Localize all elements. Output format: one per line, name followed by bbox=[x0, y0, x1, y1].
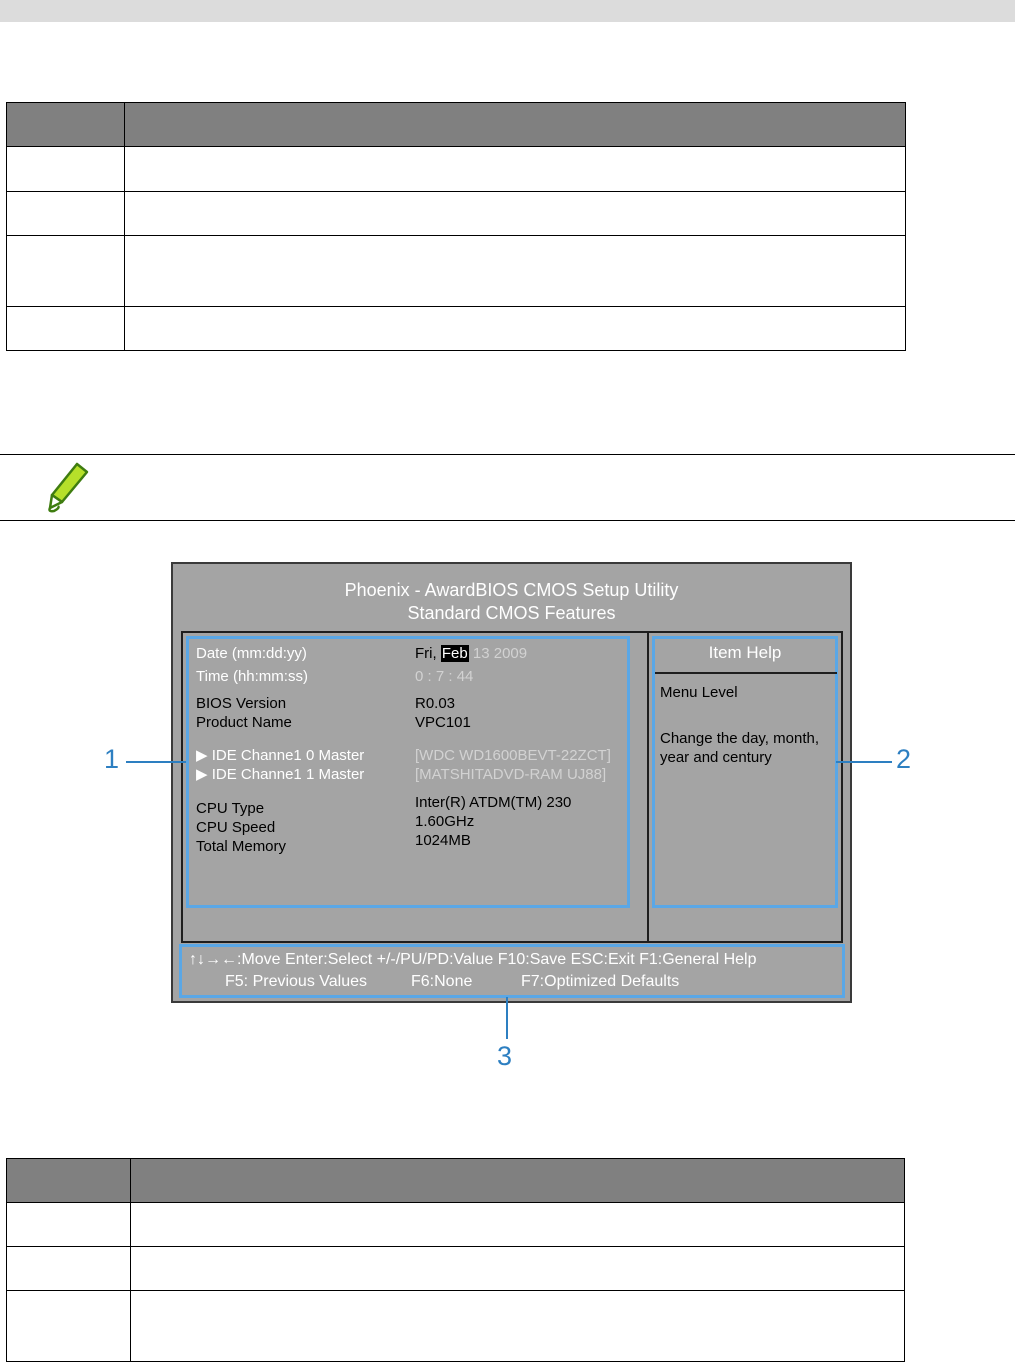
cpu-speed-value: 1.60GHz bbox=[415, 813, 475, 830]
bios-main-frame bbox=[181, 631, 843, 943]
bottom-table bbox=[6, 1158, 905, 1362]
ide-channel1-item[interactable] bbox=[196, 766, 364, 784]
table-row bbox=[7, 147, 906, 192]
bios-divider bbox=[647, 633, 649, 941]
footer-f6-key: F6:None bbox=[411, 973, 473, 990]
product-name-value: VPC101 bbox=[415, 714, 471, 731]
callout-2-number: 2 bbox=[896, 744, 912, 774]
time-value[interactable]: 0 : 7 : 44 bbox=[415, 668, 474, 685]
cpu-type-label: CPU Type bbox=[196, 800, 265, 817]
bios-version-label: BIOS Version bbox=[196, 695, 287, 712]
total-memory-label: Total Memory bbox=[196, 838, 287, 855]
cpu-type-value: Inter(R) ATDM(TM) 230 bbox=[415, 794, 572, 811]
note-bottom-rule bbox=[0, 520, 1015, 521]
ide-channel0-item[interactable] bbox=[196, 747, 364, 765]
bios-title-section: Standard CMOS Features bbox=[407, 603, 616, 623]
ide-channel1-value: [MATSHITADVD-RAM UJ88] bbox=[415, 766, 607, 783]
table-row bbox=[7, 236, 906, 307]
footer-f7-key: F7:Optimized Defaults bbox=[521, 973, 680, 990]
cpu-speed-label: CPU Speed bbox=[196, 819, 276, 836]
callout-2-leader bbox=[836, 761, 892, 763]
help-text-line2: year and century bbox=[660, 749, 772, 766]
table-row bbox=[7, 1247, 905, 1291]
callout-1-leader bbox=[126, 761, 186, 763]
ide-channel1-label: IDE Channe1 1 Master bbox=[211, 766, 365, 783]
table-row bbox=[7, 1203, 905, 1247]
submenu-triangle-icon: ▶ bbox=[196, 747, 208, 764]
date-month-selected[interactable]: Feb bbox=[441, 645, 468, 662]
item-help-title: Item Help bbox=[708, 643, 782, 662]
callout-1-number: 1 bbox=[104, 744, 120, 774]
bios-screenshot bbox=[171, 562, 852, 1003]
table-header-row bbox=[7, 1159, 905, 1203]
date-day: Fri, bbox=[415, 645, 437, 662]
bios-title-utility: Phoenix - AwardBIOS CMOS Setup Utility bbox=[344, 580, 679, 600]
ide-channel0-value: [WDC WD1600BEVT-22ZCT] bbox=[415, 747, 611, 764]
help-text-line1: Change the day, month, bbox=[660, 730, 819, 747]
note-pencil-icon bbox=[44, 462, 90, 514]
table-row bbox=[7, 1291, 905, 1362]
note-top-rule bbox=[0, 454, 1015, 455]
date-label: Date (mm:dd:yy) bbox=[196, 645, 307, 662]
callout-3-leader bbox=[506, 997, 508, 1039]
menu-level-label: Menu Level bbox=[660, 684, 738, 701]
table-row bbox=[7, 307, 906, 351]
submenu-triangle-icon: ▶ bbox=[196, 766, 208, 783]
date-rest: 13 2009 bbox=[472, 645, 528, 662]
top-table bbox=[6, 102, 906, 351]
time-label: Time (hh:mm:ss) bbox=[196, 668, 308, 685]
ide-channel0-label: IDE Channe1 0 Master bbox=[211, 747, 365, 764]
table-row bbox=[7, 192, 906, 236]
total-memory-value: 1024MB bbox=[415, 832, 471, 849]
callout-area-2-highlight bbox=[652, 636, 838, 908]
bios-title bbox=[173, 579, 850, 625]
table-header-row bbox=[7, 103, 906, 147]
bios-version-value: R0.03 bbox=[415, 695, 456, 712]
item-help-separator bbox=[655, 672, 837, 674]
callout-3-number: 3 bbox=[497, 1041, 513, 1071]
footer-f5-key: F5: Previous Values bbox=[225, 973, 367, 990]
page-header-bar bbox=[0, 0, 1015, 22]
product-name-label: Product Name bbox=[196, 714, 292, 731]
date-value[interactable] bbox=[415, 645, 527, 663]
footer-keys-line1: ↑↓→←:Move Enter:Select +/-/PU/PD:Value F10:Save ESC:Exit F1:General Help bbox=[189, 951, 757, 968]
